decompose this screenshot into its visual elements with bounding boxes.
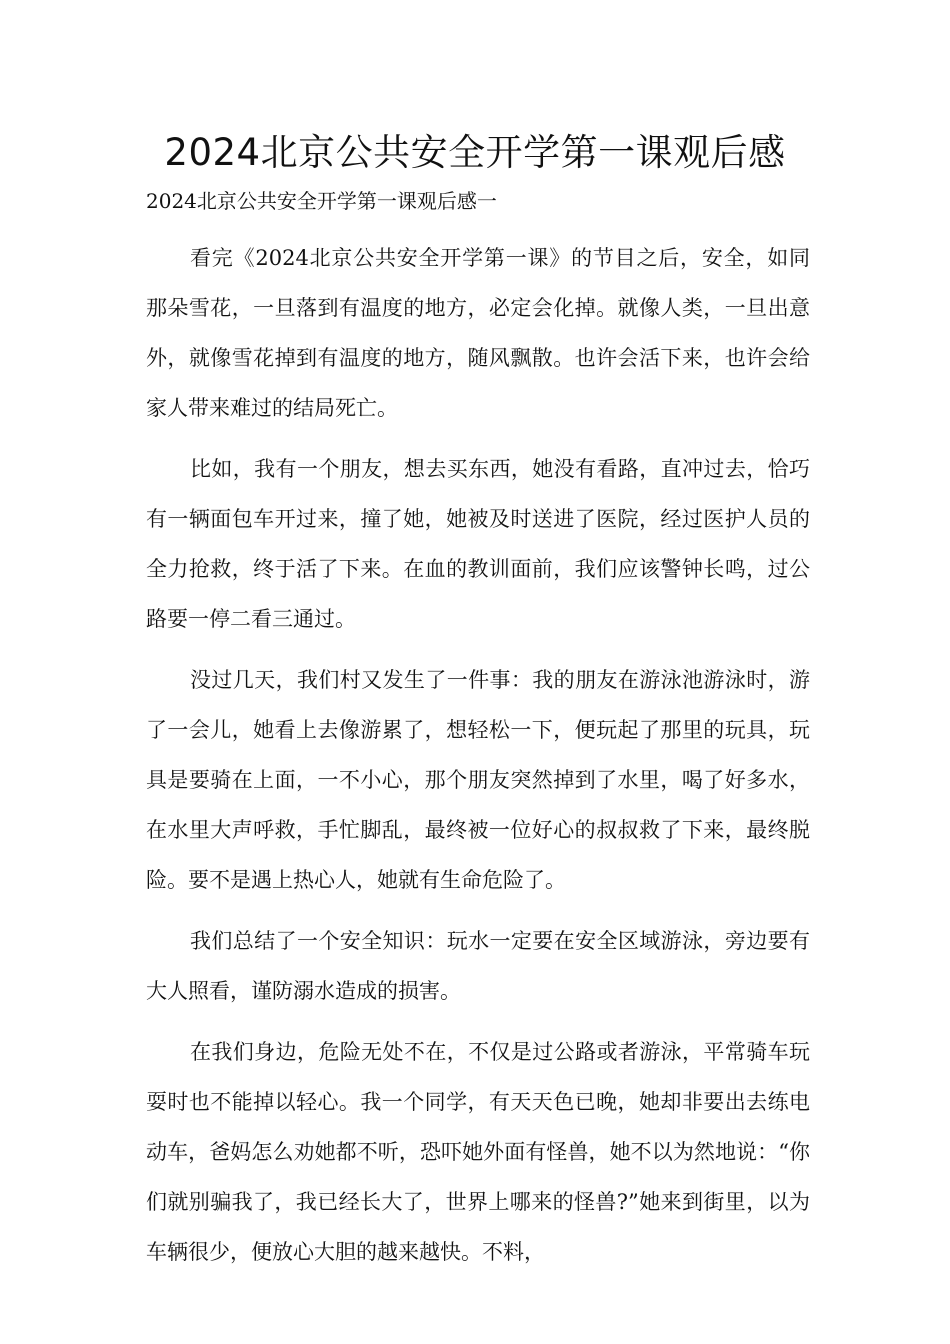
paragraph-4: 我们总结了一个安全知识：玩水一定要在安全区域游泳，旁边要有大人照看，谨防溺水造成的损害。 <box>146 929 810 1003</box>
paragraph-1: 看完《2024北京公共安全开学第一课》的节目之后，安全，如同那朵雪花，一旦落到有温度的地方，必定会化掉。就像人类，一旦出意外，就像雪花掉到有温度的地方，随风飘散。也许会活下来，也许会给家人带来难过的结局死亡。 <box>146 246 810 420</box>
paragraph-5: 在我们身边，危险无处不在，不仅是过公路或者游泳，平常骑车玩耍时也不能掉以轻心。我一个同学，有天天色已晚，她却非要出去练电动车，爸妈怎么劝她都不听，恐吓她外面有怪兽，她不以为然地说：“你们就别骗我了，我已经长大了，世界上哪来的怪兽?”她来到街里，以为车辆很少，便放心大胆的越来越快。不料， <box>146 1040 810 1264</box>
paragraph-2: 比如，我有一个朋友，想去买东西，她没有看路，直冲过去，恰巧有一辆面包车开过来，撞了她，她被及时送进了医院，经过医护人员的全力抢救，终于活了下来。在血的教训面前，我们应该警钟长鸣，过公路要一停二看三通过。 <box>146 457 810 631</box>
document-subtitle: 2024北京公共安全开学第一课观后感一 <box>146 189 497 213</box>
document-body <box>146 233 810 1288</box>
paragraph-3: 没过几天，我们村又发生了一件事：我的朋友在游泳池游泳时，游了一会儿，她看上去像游累了，想轻松一下，便玩起了那里的玩具，玩具是要骑在上面，一不小心，那个朋友突然掉到了水里，喝了好多水，在水里大声呼救，手忙脚乱，最终被一位好心的叔叔救了下来，最终脱险。要不是遇上热心人，她就有生命危险了。 <box>146 668 810 892</box>
document-title: 2024北京公共安全开学第一课观后感 <box>164 131 786 174</box>
